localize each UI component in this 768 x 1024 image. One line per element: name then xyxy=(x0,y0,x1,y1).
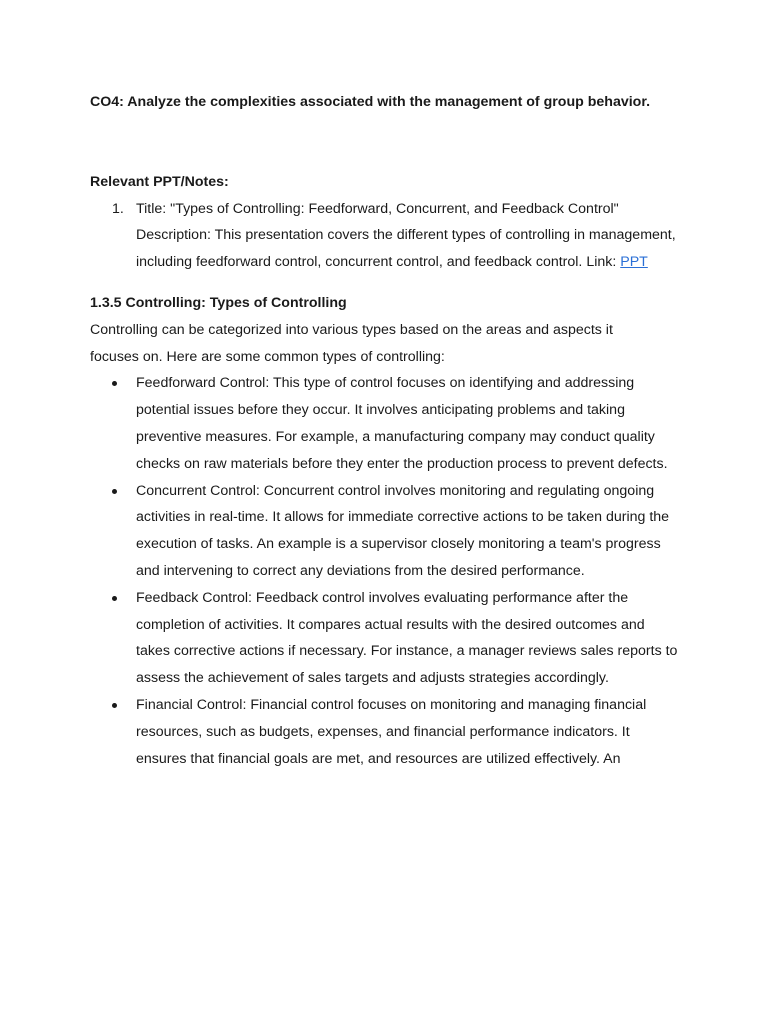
list-item xyxy=(90,478,682,585)
ppt-list-item xyxy=(90,196,676,276)
ppt-item-text: Title: "Types of Controlling: Feedforward, Concurrent, and Feedback Control" Description: This presentation covers the different types of controlling in management, including feedforward control, concurrent control, and feedback control. Link: xyxy=(136,200,676,271)
list-number: 1. xyxy=(112,200,124,217)
bullet-icon xyxy=(112,703,117,708)
bullet-icon xyxy=(112,489,117,494)
bullet-text: Concurrent Control: Concurrent control involves monitoring and regulating ongoing activities in real-time. It allows for immediate corrective actions to be taken during the execution of tasks. An example is a supervisor closely monitoring a team's progress and intervening to correct any deviations from the desired performance. xyxy=(136,482,670,579)
document-page xyxy=(90,89,690,772)
controlling-types-list xyxy=(90,370,690,772)
bullet-text: Financial Control: Financial control focuses on monitoring and managing financial resources, such as budgets, expenses, and financial performance indicators. It ensures that financial goals are met, and resources are utilized effectively. An xyxy=(136,696,647,767)
bullet-icon xyxy=(112,381,117,386)
intro-paragraph: Controlling can be categorized into various types based on the areas and aspects it focuses on. Here are some common types of controlling: xyxy=(90,321,613,365)
list-item xyxy=(90,692,682,772)
bullet-text: Feedforward Control: This type of control focuses on identifying and addressing potential issues before they occur. It involves anticipating problems and taking preventive measures. For example, a manufacturing company may conduct quality checks on raw materials before they enter the production process to prevent defects. xyxy=(136,375,668,472)
course-outcome-title: CO4: Analyze the complexities associated with the management of group behavior. xyxy=(90,94,651,110)
bullet-text: Feedback Control: Feedback control involves evaluating performance after the completion of activities. It compares actual results with the desired outcomes and takes corrective actions if necessary. For instance, a manager reviews sales reports to assess the achievement of sales targets and adjusts strategies accordingly. xyxy=(136,589,678,687)
section-heading: 1.3.5 Controlling: Types of Controlling xyxy=(90,294,347,311)
bullet-icon xyxy=(112,596,117,601)
spacer xyxy=(90,276,690,290)
list-item xyxy=(90,370,682,477)
ppt-list xyxy=(90,196,690,276)
list-item xyxy=(90,585,682,692)
ppt-link[interactable]: PPT xyxy=(620,254,648,271)
relevant-notes-heading: Relevant PPT/Notes: xyxy=(90,173,229,190)
spacer xyxy=(90,116,690,169)
